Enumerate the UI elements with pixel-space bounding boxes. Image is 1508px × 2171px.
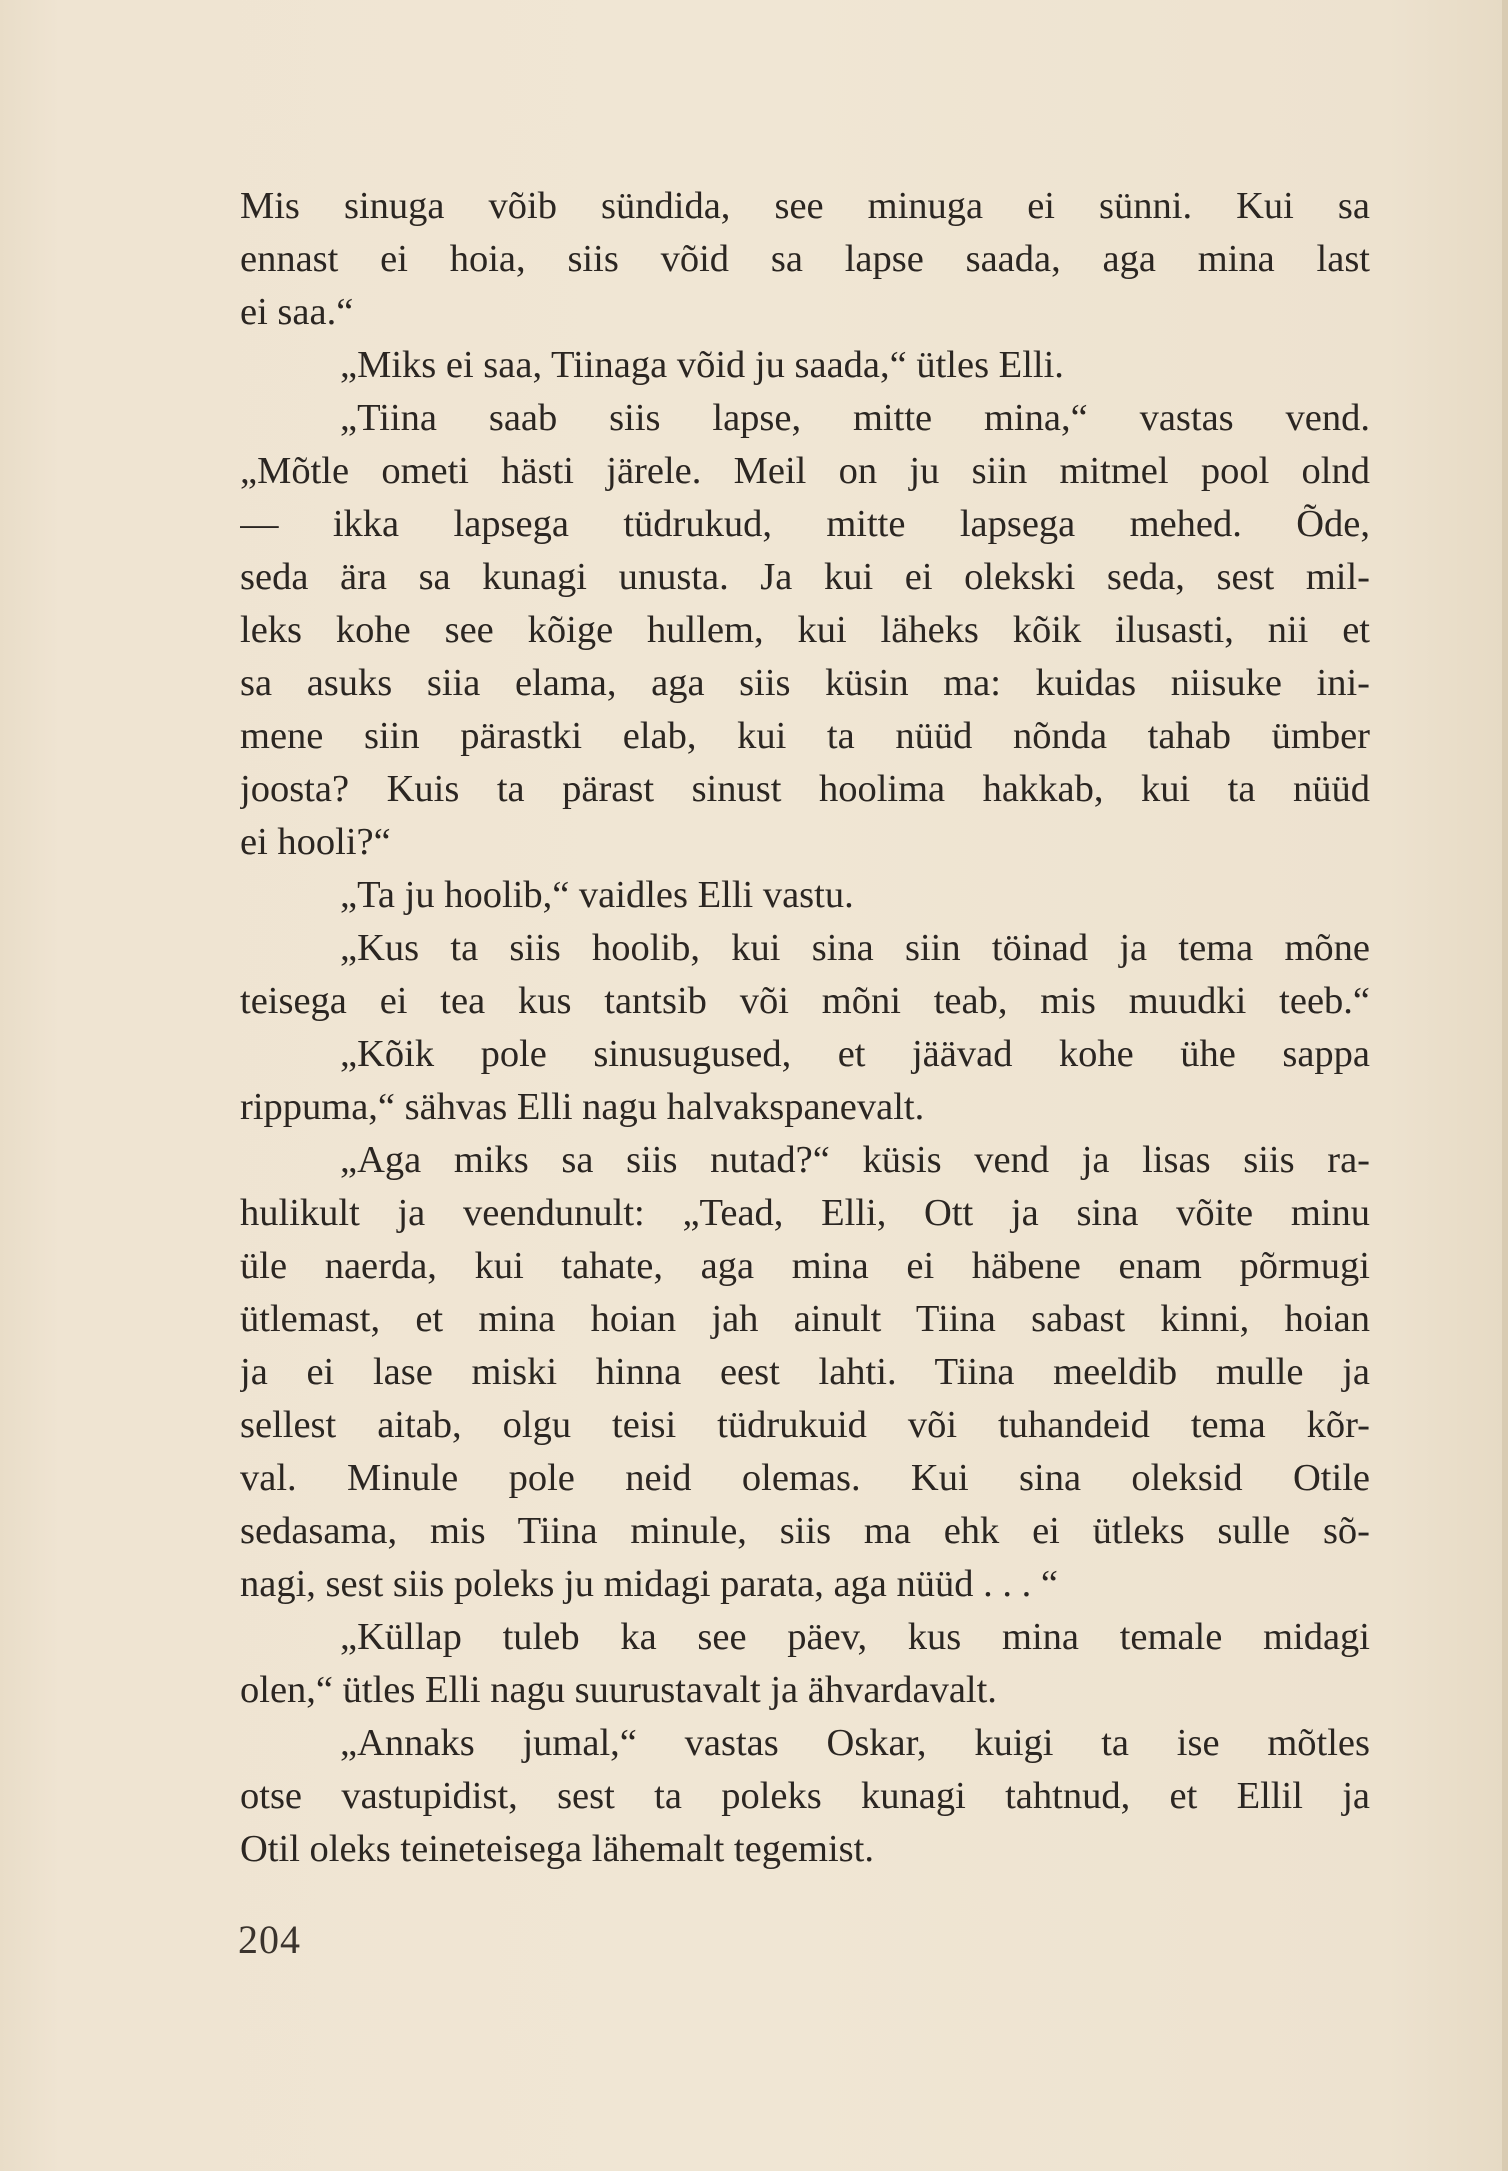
text-line: „Ta ju hoolib,“ vaidles Elli vastu.: [340, 874, 854, 916]
text-line: teisega ei tea kus tantsib või mõni teab, mis muudki teeb.“: [240, 980, 1370, 1022]
text-line: „Mõtle ometi hästi järele. Meil on ju siin mitmel pool olnd: [240, 450, 1370, 492]
text-line: „Kõik pole sinusugused, et jäävad kohe ühe sappa: [340, 1033, 1370, 1075]
text-line: olen,“ ütles Elli nagu suurustavalt ja ähvardavalt.: [240, 1669, 997, 1711]
text-line: hulikult ja veendunult: „Tead, Elli, Ott ja sina võite minu: [240, 1192, 1370, 1234]
text-line: „Kus ta siis hoolib, kui sina siin töinad ja tema mõne: [340, 927, 1370, 969]
text-line: ei saa.“: [240, 291, 354, 333]
text-line: seda ära sa kunagi unusta. Ja kui ei olekski seda, sest mil-: [240, 556, 1370, 598]
text-line: ennast ei hoia, siis võid sa lapse saada, aga mina last: [240, 238, 1370, 280]
body-text: [240, 180, 1370, 1876]
page-number: 204: [238, 1917, 301, 1962]
text-line: üle naerda, kui tahate, aga mina ei häbene enam põrmugi: [240, 1245, 1370, 1287]
text-line: rippuma,“ sähvas Elli nagu halvakspanevalt.: [240, 1086, 925, 1128]
text-line: „Küllap tuleb ka see päev, kus mina temale midagi: [340, 1616, 1370, 1658]
text-line: „Aga miks sa siis nutad?“ küsis vend ja lisas siis ra-: [340, 1139, 1370, 1181]
text-line: val. Minule pole neid olemas. Kui sina oleksid Otile: [240, 1457, 1370, 1499]
text-line: ei hooli?“: [240, 821, 391, 863]
text-line: otse vastupidist, sest ta poleks kunagi tahtnud, et Ellil ja: [240, 1775, 1370, 1817]
text-line: Otil oleks teineteisega lähemalt tegemist.: [240, 1828, 874, 1870]
text-line: nagi, sest siis poleks ju midagi parata, aga nüüd . . . “: [240, 1563, 1058, 1605]
text-line: joosta? Kuis ta pärast sinust hoolima hakkab, kui ta nüüd: [240, 768, 1370, 810]
text-line: „Annaks jumal,“ vastas Oskar, kuigi ta ise mõtles: [340, 1722, 1370, 1764]
text-line: sa asuks siia elama, aga siis küsin ma: kuidas niisuke ini-: [240, 662, 1370, 704]
text-line: Mis sinuga võib sündida, see minuga ei sünni. Kui sa: [240, 185, 1370, 227]
text-line: „Miks ei saa, Tiinaga võid ju saada,“ ütles Elli.: [340, 344, 1064, 386]
text-line: sellest aitab, olgu teisi tüdrukuid või tuhandeid tema kõr-: [240, 1404, 1370, 1446]
text-line: ütlemast, et mina hoian jah ainult Tiina sabast kinni, hoian: [240, 1298, 1370, 1340]
text-line: ja ei lase miski hinna eest lahti. Tiina meeldib mulle ja: [240, 1351, 1370, 1393]
text-line: mene siin pärastki elab, kui ta nüüd nõnda tahab ümber: [240, 715, 1370, 757]
text-line: — ikka lapsega tüdrukud, mitte lapsega mehed. Õde,: [240, 503, 1370, 545]
text-line: sedasama, mis Tiina minule, siis ma ehk ei ütleks sulle sõ-: [240, 1510, 1370, 1552]
text-line: leks kohe see kõige hullem, kui läheks kõik ilusasti, nii et: [240, 609, 1370, 651]
page-edge: [1502, 0, 1508, 2171]
text-line: „Tiina saab siis lapse, mitte mina,“ vastas vend.: [340, 397, 1370, 439]
